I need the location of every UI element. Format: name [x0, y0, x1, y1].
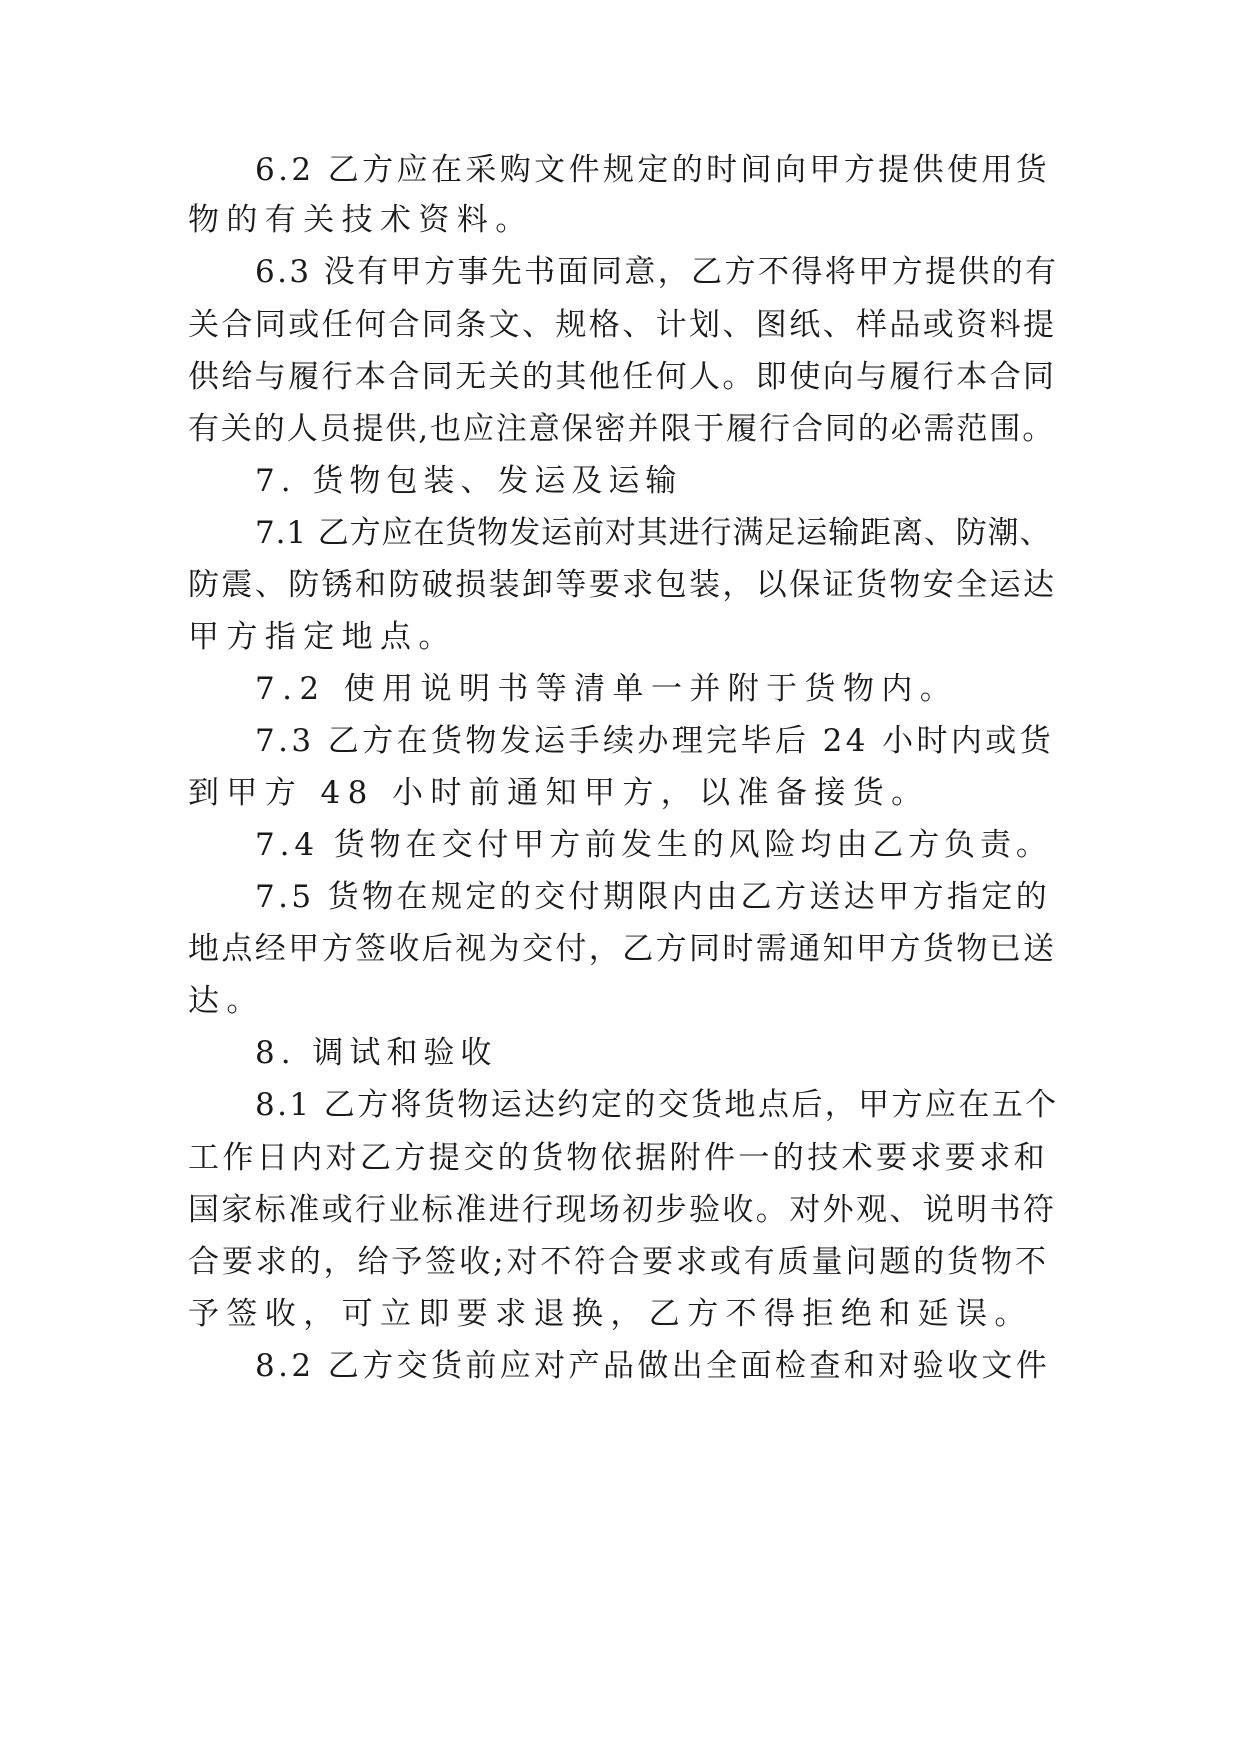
text-line-8-1: 8.1 乙方将货物运达约定的交货地点后，甲方应在五个 [255, 1087, 1059, 1123]
text-line-7-5: 7.5 货物在规定的交付期限内由乙方送达甲方指定的 [255, 879, 1051, 915]
text-line-8-1-cont-2: 国家标准或行业标准进行现场初步验收。对外观、说明书符 [188, 1192, 1057, 1228]
text-line-6-3-cont-2: 供给与履行本合同无关的其他任何人。即使向与履行本合同 [188, 359, 1057, 395]
text-line-7-5-cont-1: 地点经甲方签收后视为交付，乙方同时需通知甲方货物已送 [188, 931, 1057, 967]
text-line-6-3-cont-1: 关合同或任何合同条文、规格、计划、图纸、样品或资料提 [188, 307, 1057, 343]
section-heading-7: 7. 货物包装、发运及运输 [255, 463, 683, 499]
text-line-6-2: 6.2 乙方应在采购文件规定的时间向甲方提供使用货 [255, 152, 1051, 188]
text-line-8-1-cont-4: 予签收，可立即要求退换，乙方不得拒绝和延误。 [188, 1296, 1033, 1332]
text-line-6-3: 6.3 没有甲方事先书面同意，乙方不得将甲方提供的有 [255, 254, 1059, 290]
text-line-7-4: 7.4 货物在交付甲方前发生的风险均由乙方负责。 [255, 827, 1052, 863]
text-line-8-1-cont-1: 工作日内对乙方提交的货物依据附件一的技术要求要求和 [188, 1140, 1048, 1176]
text-line-6-3-cont-3: 有关的人员提供,也应注意保密并限于履行合同的必需范围。 [188, 411, 1056, 447]
text-line-7-1-cont-2: 甲方指定地点。 [188, 619, 457, 655]
text-line-7-3: 7.3 乙方在货物发运手续办理完毕后 24 小时内或货 [255, 723, 1055, 759]
text-line-7-3-cont: 到甲方 48 小时前通知甲方，以准备接货。 [188, 775, 930, 811]
text-line-8-1-cont-3: 合要求的，给予签收;对不符合要求或有质量问题的货物不 [188, 1244, 1049, 1280]
text-line-8-2: 8.2 乙方交货前应对产品做出全面检查和对验收文件 [255, 1348, 1051, 1384]
text-line-7-2: 7.2 使用说明书等清单一并附于货物内。 [255, 671, 959, 707]
text-line-7-5-cont-2: 达。 [188, 983, 265, 1019]
text-line-7-1: 7.1 乙方应在货物发运前对其进行满足运输距离、防潮、 [255, 515, 1052, 551]
text-line-6-2-cont: 物的有关技术资料。 [188, 202, 534, 238]
text-line-7-1-cont-1: 防震、防锈和防破损装卸等要求包装，以保证货物安全运达 [188, 567, 1057, 603]
section-heading-8: 8. 调试和验收 [255, 1035, 498, 1071]
